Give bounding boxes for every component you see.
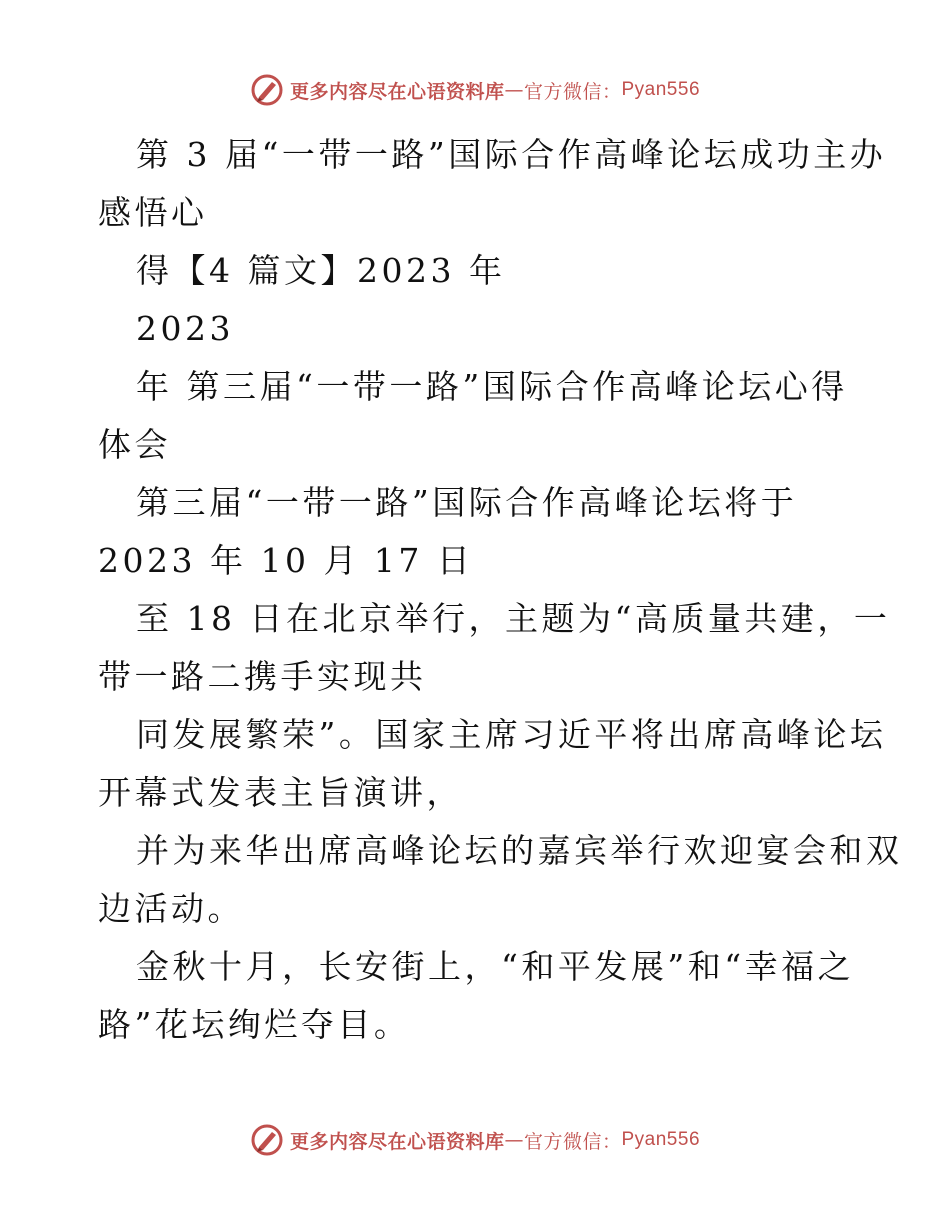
text-line: 路”花坛绚烂夺目。 <box>98 1005 411 1044</box>
watermark-banner-bottom <box>0 1118 950 1162</box>
watermark-main-text: 更多内容尽在心语资料库 <box>289 80 505 103</box>
text-line: 2023 <box>136 309 234 348</box>
text-line: 第三届“一带一路”国际合作高峰论坛将于 <box>136 483 798 522</box>
text-line: 年 第三届“一带一路”国际合作高峰论坛心得 <box>136 367 848 406</box>
text-line: 边活动。 <box>98 889 244 928</box>
watermark-label: 官方微信： <box>523 80 622 103</box>
watermark-label: 官方微信： <box>523 1130 622 1153</box>
text-line: 体会 <box>98 425 171 464</box>
brush-pen-logo-icon <box>250 1123 284 1157</box>
watermark-wechat-id: Pyan556 <box>621 1129 701 1150</box>
text-line: 2023 年 10 月 17 日 <box>98 541 474 580</box>
document-body <box>98 126 903 1054</box>
watermark-separator: — <box>504 1129 524 1151</box>
text-line: 同发展繁荣”。国家主席习近平将出席高峰论坛 <box>136 715 887 754</box>
text-line: 第 3 届“一带一路”国际合作高峰论坛成功主办 <box>136 135 887 174</box>
text-line: 带一路二携手实现共 <box>98 657 427 696</box>
watermark-wechat-id: Pyan556 <box>621 79 701 100</box>
text-line: 感悟心 <box>98 193 208 232</box>
brush-pen-logo-icon <box>250 73 284 107</box>
watermark-banner-top <box>0 68 950 112</box>
text-line: 得【4 篇文】2023 年 <box>136 251 506 290</box>
text-line: 至 18 日在北京举行，主题为“高质量共建，一 <box>136 599 891 638</box>
text-line: 并为来华出席高峰论坛的嘉宾举行欢迎宴会和双 <box>136 831 903 870</box>
text-line: 开幕式发表主旨演讲， <box>98 773 463 812</box>
text-line: 金秋十月，长安街上，“和平发展”和“幸福之 <box>136 947 855 986</box>
watermark-separator: — <box>504 79 524 101</box>
watermark-main-text: 更多内容尽在心语资料库 <box>289 1130 505 1153</box>
